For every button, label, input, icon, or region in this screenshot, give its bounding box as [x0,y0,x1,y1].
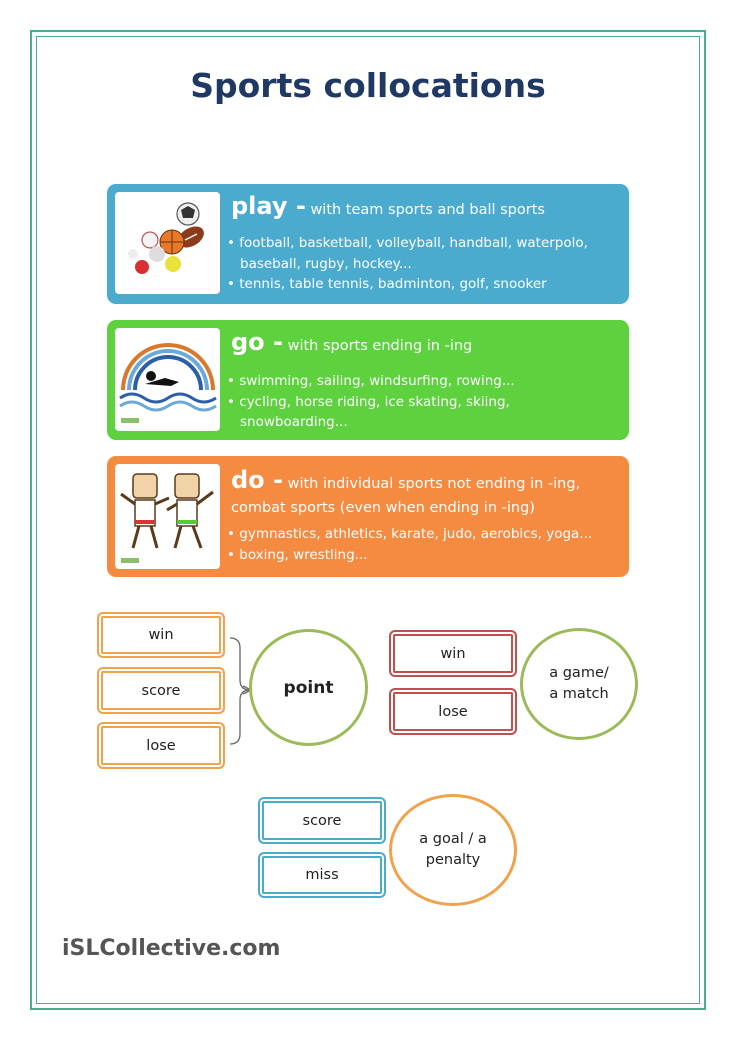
point-circle: point [249,629,368,746]
go-verb: go - [231,328,283,356]
do-verb: do - [231,466,283,494]
word-box: lose [97,722,225,769]
list-item: • boxing, wrestling... [227,545,622,566]
do-heading [231,468,580,520]
sports-balls-icon [115,192,220,294]
karate-icon [115,464,220,569]
play-list [227,233,622,295]
play-panel [107,184,629,304]
go-heading [231,328,473,357]
go-list [227,371,547,433]
list-item: • cycling, horse riding, ice skating, skiing, snowboarding... [227,392,547,433]
goal-circle: a goal / a penalty [389,794,517,906]
go-panel [107,320,629,440]
word-box: win [97,612,225,658]
play-heading [231,192,545,221]
list-item: • football, basketball, volleyball, handball, waterpolo, baseball, rugby, hockey... [227,233,622,274]
list-item: • gymnastics, athletics, karate, judo, aerobics, yoga... [227,524,622,545]
do-panel [107,456,629,577]
list-item: • swimming, sailing, windsurfing, rowing... [227,371,547,392]
go-description: with sports ending in -ing [287,338,473,354]
do-list [227,524,622,565]
word-box: win [389,630,517,677]
word-box: miss [258,852,386,898]
page-title: Sports collocations [190,66,546,105]
do-description: with individual sports not ending in -ing, [287,476,581,492]
play-description: with team sports and ball sports [310,202,545,218]
word-box: score [97,667,225,714]
do-description-2: combat sports (even when ending in -ing) [231,500,535,516]
word-box: lose [389,688,517,735]
play-verb: play - [231,192,306,220]
game-circle: a game/ a match [520,628,638,740]
site-watermark: iSLCollective.com [62,936,281,961]
swimmer-icon [115,328,220,431]
word-box: score [258,797,386,844]
list-item: • tennis, table tennis, badminton, golf, snooker [227,274,622,295]
